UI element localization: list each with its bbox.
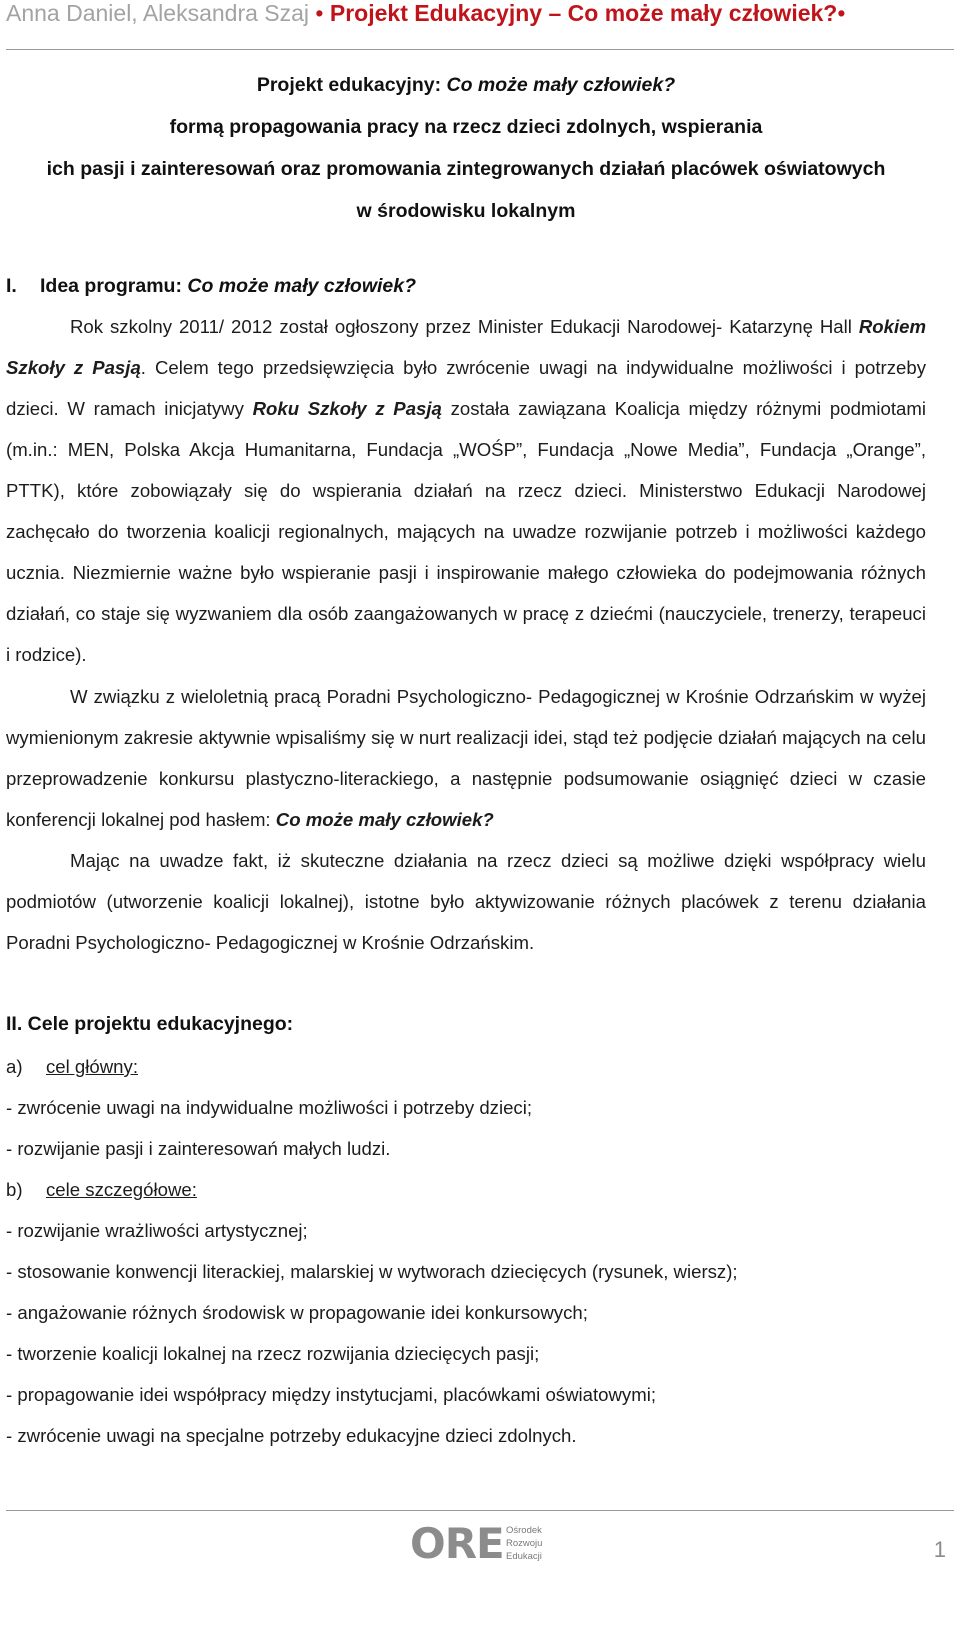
goal-group-a-heading xyxy=(6,1046,926,1087)
section-1-label: Idea programu: xyxy=(40,275,188,297)
paragraph-1 xyxy=(6,306,926,675)
title-italic: Co może mały człowiek? xyxy=(446,74,676,96)
section-2-heading: II. Cele projektu edukacyjnego: xyxy=(6,1013,294,1035)
goal-group-b-heading xyxy=(6,1169,926,1210)
p3-text: Mając na uwadze fakt, iż skuteczne działania na rzecz dzieci są możliwe dzięki współpracy wielu podmiotów (utworzenie koalicji lokalnej), istotne było aktywizowanie różnych placówek z terenu działania Poradni Psychologiczno- Pedagogicznej w Krośnie Odrzańskim. xyxy=(6,850,926,953)
p1-text-2: . Celem tego przedsięwzięcia było zwrócenie uwagi na indywidualne możliwości i potrzeby dzieci. W ramach inicjatywy xyxy=(6,357,927,419)
p2-emphasis-1: Co może mały człowiek? xyxy=(275,809,494,830)
title-prefix: Projekt edukacyjny: xyxy=(256,74,447,96)
section-1-heading xyxy=(6,271,926,301)
list-item: - rozwijanie wrażliwości artystycznej; xyxy=(6,1220,308,1241)
ore-logo xyxy=(410,1519,570,1568)
list-item: - rozwijanie pasji i zainteresowań małych ludzi. xyxy=(6,1138,391,1159)
title-line-4: w środowisku lokalnym xyxy=(356,200,576,222)
title-line-2: formą propagowania pracy na rzecz dzieci zdolnych, wspierania xyxy=(169,116,763,138)
footer-divider xyxy=(6,1510,954,1511)
list-letter: a) xyxy=(6,1056,23,1077)
logo-sub-line: Edukacji xyxy=(506,1551,542,1562)
section-1-label-italic: Co może mały człowiek? xyxy=(187,275,417,297)
header-end-bullet: • xyxy=(837,0,846,26)
header-bullet: • xyxy=(315,0,324,26)
p1-emphasis-1: Rokiem Szkoły z Pasją xyxy=(6,316,926,378)
header-authors: Anna Daniel, Aleksandra Szaj xyxy=(6,0,310,26)
list-item: - angażowanie różnych środowisk w propagowanie idei konkursowych; xyxy=(6,1302,588,1323)
page-number: 1 xyxy=(933,1537,946,1562)
list-item: - stosowanie konwencji literackiej, malarskiej w wytworach dziecięcych (rysunek, wiersz); xyxy=(6,1261,738,1282)
list-item: - zwrócenie uwagi na specjalne potrzeby edukacyjne dzieci zdolnych. xyxy=(6,1425,577,1446)
paragraph-2 xyxy=(6,676,926,840)
list-item: - propagowanie idei współpracy między instytucjami, placówkami oświatowymi; xyxy=(6,1384,657,1405)
list-letter: b) xyxy=(6,1179,23,1200)
logo-sub-line: Ośrodek xyxy=(506,1525,542,1536)
list-item: - zwrócenie uwagi na indywidualne możliwości i potrzeby dzieci; xyxy=(6,1097,533,1118)
logo-subtitle xyxy=(506,1524,542,1563)
document-title xyxy=(6,64,926,232)
list-item: - tworzenie koalicji lokalnej na rzecz rozwijania dziecięcych pasji; xyxy=(6,1343,540,1364)
section-1-number: I. xyxy=(6,275,17,297)
header-project-title: Projekt Edukacyjny – Co może mały człowiek? xyxy=(329,0,838,26)
p1-emphasis-2: Roku Szkoły z Pasją xyxy=(252,398,442,419)
p1-text-1: Rok szkolny 2011/ 2012 został ogłoszony przez Minister Edukacji Narodowej- Katarzynę Hall xyxy=(70,316,859,337)
paragraph-3 xyxy=(6,840,926,963)
title-line-1 xyxy=(6,64,926,106)
running-header xyxy=(6,0,926,36)
goal-group-b-label: cele szczegółowe: xyxy=(46,1179,197,1200)
goals-list xyxy=(6,1046,926,1456)
p2-text-1: W związku z wieloletnią pracą Poradni Psychologiczno- Pedagogicznej w Krośnie Odrzańskim w wyżej wymienionym zakresie aktywnie wpisaliśmy się w nurt realizacji idei, stąd też podjęcie działań mających na celu przeprowadzenie konkursu plastyczno-literackiego, a następnie podsumowanie osiągnięć dzieci w czasie konferencji lokalnej pod hasłem: xyxy=(6,686,926,830)
p1-text-3: została zawiązana Koalicja między różnymi podmiotami (m.in.: MEN, Polska Akcja Humanitarna, Fundacja „WOŚP”, Fundacja „Nowe Media”, Fundacja „Orange”, PTTK), które zobowiązały się do wspierania działań na rzecz dzieci. Ministerstwo Edukacji Narodowej zachęcało do tworzenia koalicji regionalnych, mających na uwadze rozwijanie potrzeb i możliwości każdego ucznia. Niezmiernie ważne było wspieranie pasji i inspirowanie małego człowieka do podejmowania różnych działań, co staje się wyzwaniem dla osób zaangażowanych w pracę z dziećmi (nauczyciele, trenerzy, terapeuci i rodzice). xyxy=(6,398,926,665)
logo-sub-line: Rozwoju xyxy=(506,1538,543,1549)
header-divider xyxy=(6,49,954,50)
goal-group-a-label: cel główny: xyxy=(46,1056,138,1077)
title-line-3: ich pasji i zainteresowań oraz promowania zintegrowanych działań placówek oświatowych xyxy=(46,158,886,180)
logo-wordmark: ORE xyxy=(410,1519,504,1568)
